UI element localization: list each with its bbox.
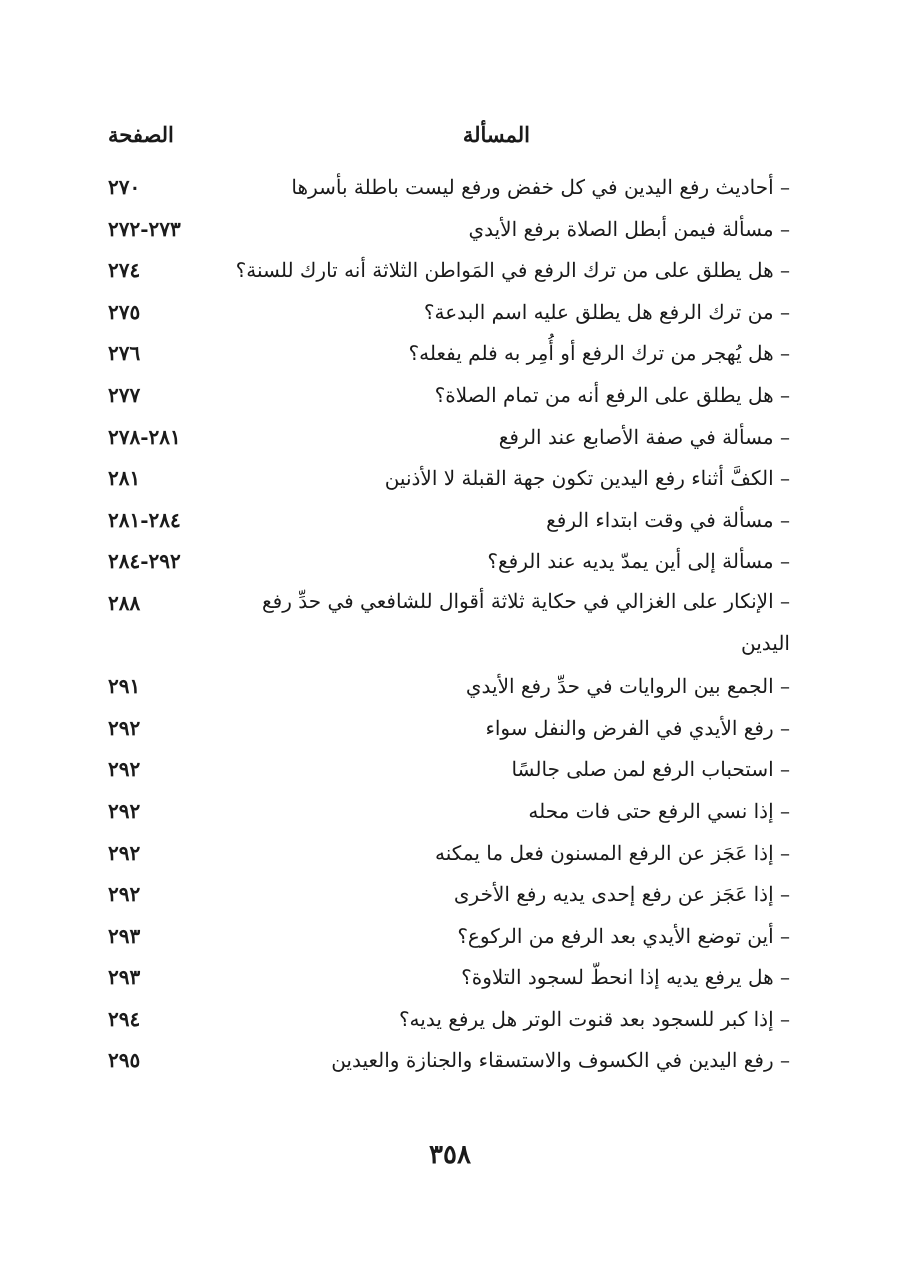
index-entry [100, 371, 800, 413]
entry-page: ٢٩٢ [108, 840, 141, 865]
entry-title: – إذا عَجَز عن الرفع المسنون فعل ما يمكنه [434, 840, 790, 865]
index-entry [100, 870, 800, 912]
index-entry [100, 912, 800, 954]
index-entry [100, 704, 800, 746]
index-entries [100, 163, 800, 1078]
entry-page: ٢٩٤ [108, 1006, 141, 1031]
entry-title: – هل يطلق على الرفع أنه من تمام الصلاة؟ [434, 382, 790, 407]
entry-title: – إذا كبر للسجود بعد قنوت الوتر هل يرفع يديه؟ [398, 1006, 790, 1031]
index-entry [100, 579, 800, 662]
index-entry [100, 662, 800, 704]
entry-title: – إذا نسي الرفع حتى فات محله [528, 798, 790, 823]
index-entry [100, 288, 800, 330]
entry-title: – الإنكار على الغزالي في حكاية ثلاثة أقوال للشافعي في حدِّ رفع اليدين [262, 588, 790, 655]
index-entry [100, 995, 800, 1037]
entry-page: ٢٧٣-٢٧٢ [108, 216, 181, 241]
entry-page: ٢٩٥ [108, 1048, 141, 1073]
entry-page: ٢٨٤-٢٨١ [108, 507, 181, 532]
index-entry [100, 1036, 800, 1078]
entry-title: – مسألة في وقت ابتداء الرفع [546, 507, 790, 532]
entry-title: – رفع اليدين في الكسوف والاستسقاء والجنازة والعيدين [331, 1048, 790, 1073]
entry-page: ٢٧٥ [108, 299, 141, 324]
index-entry [100, 537, 800, 579]
entry-page: ٢٩٢ [108, 882, 141, 907]
entry-title: – الكفَّ أثناء رفع اليدين تكون جهة القبلة لا الأذنين [384, 466, 790, 491]
entry-title: – أحاديث رفع اليدين في كل خفض ورفع ليست باطلة بأسرها [291, 175, 790, 199]
entry-title: – مسألة في صفة الأصابع عند الرفع [498, 424, 790, 449]
entry-page: ٢٧٠ [108, 175, 141, 199]
entry-title: – استحباب الرفع لمن صلى جالسًا [511, 757, 790, 782]
issue-column-heading: المسألة [462, 122, 530, 147]
index-entry [100, 246, 800, 288]
index-entry [100, 787, 800, 829]
page-number: ٣٥٨ [429, 1140, 471, 1170]
entry-page: ٢٨١ [108, 466, 141, 491]
entry-page: ٢٩٢ [108, 757, 141, 782]
entry-title: – أين توضع الأيدي بعد الرفع من الركوع؟ [457, 923, 790, 948]
entry-page: ٢٨١-٢٧٨ [108, 424, 181, 449]
index-entry [100, 205, 800, 247]
entry-page: ٢٩٢ [108, 798, 141, 823]
entry-page: ٢٨٨ [108, 590, 141, 615]
index-entry [100, 329, 800, 371]
index-entry [100, 496, 800, 538]
entry-page: ٢٩٢ [108, 715, 141, 740]
entry-page: ٢٩١ [108, 674, 141, 699]
entry-title: – مسألة فيمن أبطل الصلاة برفع الأيدي [468, 216, 790, 241]
index-entry [100, 953, 800, 995]
table-header [100, 122, 800, 156]
entry-title: – رفع الأيدي في الفرض والنفل سواء [485, 715, 790, 740]
entry-title: – إذا عَجَز عن رفع إحدى يديه رفع الأخرى [453, 882, 790, 907]
entry-title: – من ترك الرفع هل يطلق عليه اسم البدعة؟ [423, 299, 790, 324]
entry-title: – هل يرفع يديه إذا انحطّ لسجود التلاوة؟ [461, 965, 790, 990]
page-column-heading: الصفحة [108, 122, 174, 147]
index-entry [100, 454, 800, 496]
entry-title: – هل يُهجر من ترك الرفع أو أُمِر به فلم يفعله؟ [408, 341, 790, 366]
index-entry [100, 163, 800, 205]
entry-page: ٢٩٢-٢٨٤ [108, 549, 181, 574]
entry-page: ٢٩٣ [108, 965, 141, 990]
entry-page: ٢٧٦ [108, 341, 141, 366]
index-entry [100, 413, 800, 455]
entry-title: – الجمع بين الروايات في حدِّ رفع الأيدي [465, 674, 790, 699]
entry-page: ٢٧٤ [108, 258, 141, 283]
entry-page: ٢٧٧ [108, 382, 141, 407]
entry-page: ٢٩٣ [108, 923, 141, 948]
index-entry [100, 745, 800, 787]
entry-title: – مسألة إلى أين يمدّ يديه عند الرفع؟ [487, 549, 790, 574]
entry-title: – هل يطلق على من ترك الرفع في المَواطن الثلاثة أنه تارك للسنة؟ [235, 258, 790, 283]
index-entry [100, 829, 800, 871]
